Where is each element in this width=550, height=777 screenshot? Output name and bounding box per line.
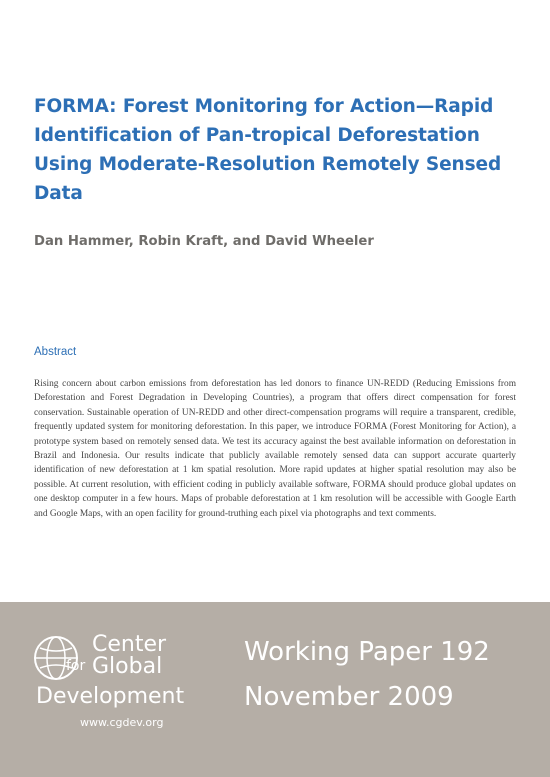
org-name-center: Center — [92, 632, 167, 657]
cgd-logo — [32, 632, 232, 752]
org-url: www.cgdev.org — [80, 716, 164, 729]
org-name-global: Global — [92, 654, 163, 679]
publication-date: November 2009 — [244, 682, 454, 712]
org-name-development: Development — [36, 684, 185, 709]
org-name-for: for — [66, 658, 86, 674]
abstract-heading: Abstract — [34, 346, 77, 358]
footer-band — [0, 602, 550, 777]
abstract-body: Rising concern about carbon emissions from deforestation has led donors to finance UN-REDD (Reducing Emissions from Deforestation and Forest Degradation in Developing Countries), a program that offers direct compensation for forest conservation. Sustainable operation of UN-REDD and other direct-compensation programs will require a transparent, credible, frequently updated system for monitoring deforestation. In this paper, we introduce FORMA (Forest Monitoring for Action), a prototype system based on remotely sensed data. We test its accuracy against the best available information on deforestation in Brazil and Indonesia. Our results indicate that publicly available remotely sensed data can support accurate quarterly identification of new deforestation at 1 km spatial resolution. More rapid updates at higher spatial resolution may also be possible. At current resolution, with efficient coding in publicly available software, FORMA should produce global updates on one desktop computer in a few hours. Maps of probable deforestation at 1 km resolution will be accessible with Google Earth and Google Maps, with an open facility for ground-truthing each pixel via photographs and text comments. — [34, 379, 516, 519]
paper-title: FORMA: Forest Monitoring for Action—Rapid Identification of Pan-tropical Deforestation Using Moderate-Resolution Remotely Sensed Data — [34, 96, 502, 204]
working-paper-number: Working Paper 192 — [244, 637, 490, 667]
paper-authors: Dan Hammer, Robin Kraft, and David Wheeler — [34, 234, 374, 249]
